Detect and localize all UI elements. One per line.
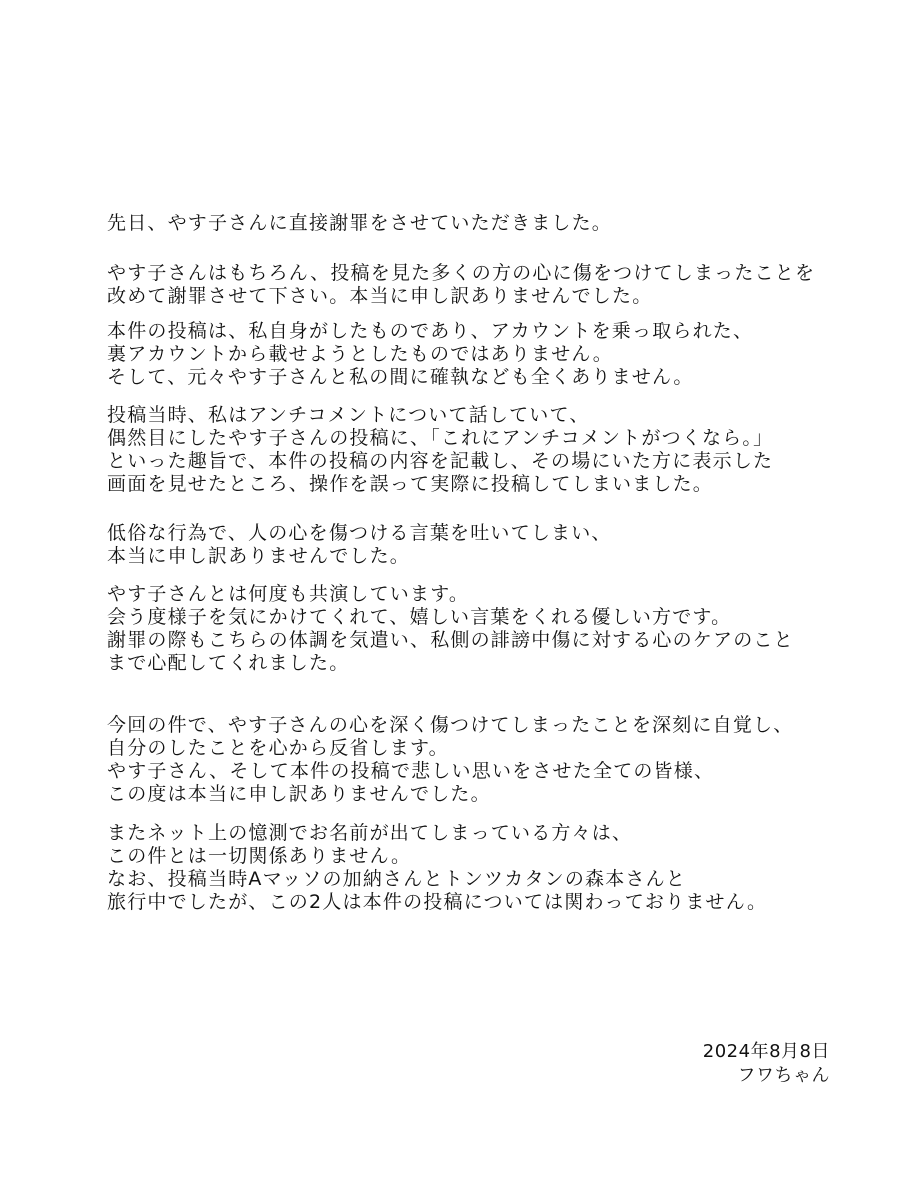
paragraph-line: 低俗な行為で、人の心を傷つける言葉を吐いてしまい、 xyxy=(107,522,612,544)
paragraph-line: やす子さんはもちろん、投稿を見た多くの方の心に傷をつけてしまったことを xyxy=(107,262,816,284)
paragraph-line: 今回の件で、やす子さんの心を深く傷つけてしまったことを深刻に自覚し、 xyxy=(107,714,794,736)
paragraph-line: この度は本当に申し訳ありませんでした。 xyxy=(107,783,491,805)
paragraph-line: やす子さん、そして本件の投稿で悲しい思いをさせた全ての皆様、 xyxy=(107,760,715,782)
paragraph-line: 自分のしたことを心から反省します。 xyxy=(107,737,449,759)
paragraph-line: まで心配してくれました。 xyxy=(107,652,350,674)
paragraph-line: なお、投稿当時Aマッソの加納さんとトンツカタンの森本さんと xyxy=(107,868,687,890)
paragraph-line: やす子さんとは何度も共演しています。 xyxy=(107,583,470,605)
paragraph-apology-visit xyxy=(107,212,827,235)
paragraph-line: 改めて謝罪させて下さい。本当に申し訳ありませんでした。 xyxy=(107,285,653,307)
paragraph-line: 本件の投稿は、私自身がしたものであり、アカウントを乗っ取られた、 xyxy=(107,320,754,342)
paragraph-relationship xyxy=(107,583,827,675)
letter-body xyxy=(107,212,827,914)
signature-date: 2024年8月8日 xyxy=(702,1041,830,1062)
paragraph-line: そして、元々やす子さんと私の間に確執なども全くありません。 xyxy=(107,366,694,388)
paragraph-line: 本当に申し訳ありませんでした。 xyxy=(107,545,411,567)
paragraph-line: といった趣旨で、本件の投稿の内容を記載し、その場にいた方に表示した xyxy=(107,450,774,472)
paragraph-line: 偶然目にしたやす子さんの投稿に、「これにアンチコメントがつくなら。」 xyxy=(107,427,774,449)
paragraph-account-statement xyxy=(107,320,827,389)
paragraph-line: 会う度様子を気にかけてくれて、嬉しい言葉をくれる優しい方です。 xyxy=(107,606,732,628)
signature-block xyxy=(703,1040,830,1088)
paragraph-line: 裏アカウントから載せようとしたものではありません。 xyxy=(107,343,613,365)
paragraph-line: 先日、やす子さんに直接謝罪をさせていただきました。 xyxy=(107,212,613,234)
paragraph-circumstances xyxy=(107,404,827,496)
signature-name: フワちゃん xyxy=(737,1065,830,1086)
paragraph-line: またネット上の憶測でお名前が出てしまっている方々は、 xyxy=(107,822,633,844)
paragraph-line: 旅行中でしたが、この2人は本件の投稿については関わっておりません。 xyxy=(107,891,768,913)
paragraph-regret xyxy=(107,522,827,568)
paragraph-line: この件とは一切関係ありません。 xyxy=(107,845,412,867)
paragraph-line: 投稿当時、私はアンチコメントについて話していて、 xyxy=(107,404,590,426)
paragraph-clarification xyxy=(107,822,827,914)
paragraph-reflection xyxy=(107,714,827,806)
paragraph-apology-general xyxy=(107,262,827,308)
paragraph-line: 謝罪の際もこちらの体調を気遣い、私側の誹謗中傷に対する心のケアのこと xyxy=(107,629,794,651)
paragraph-line: 画面を見せたところ、操作を誤って実際に投稿してしまいました。 xyxy=(107,473,714,495)
